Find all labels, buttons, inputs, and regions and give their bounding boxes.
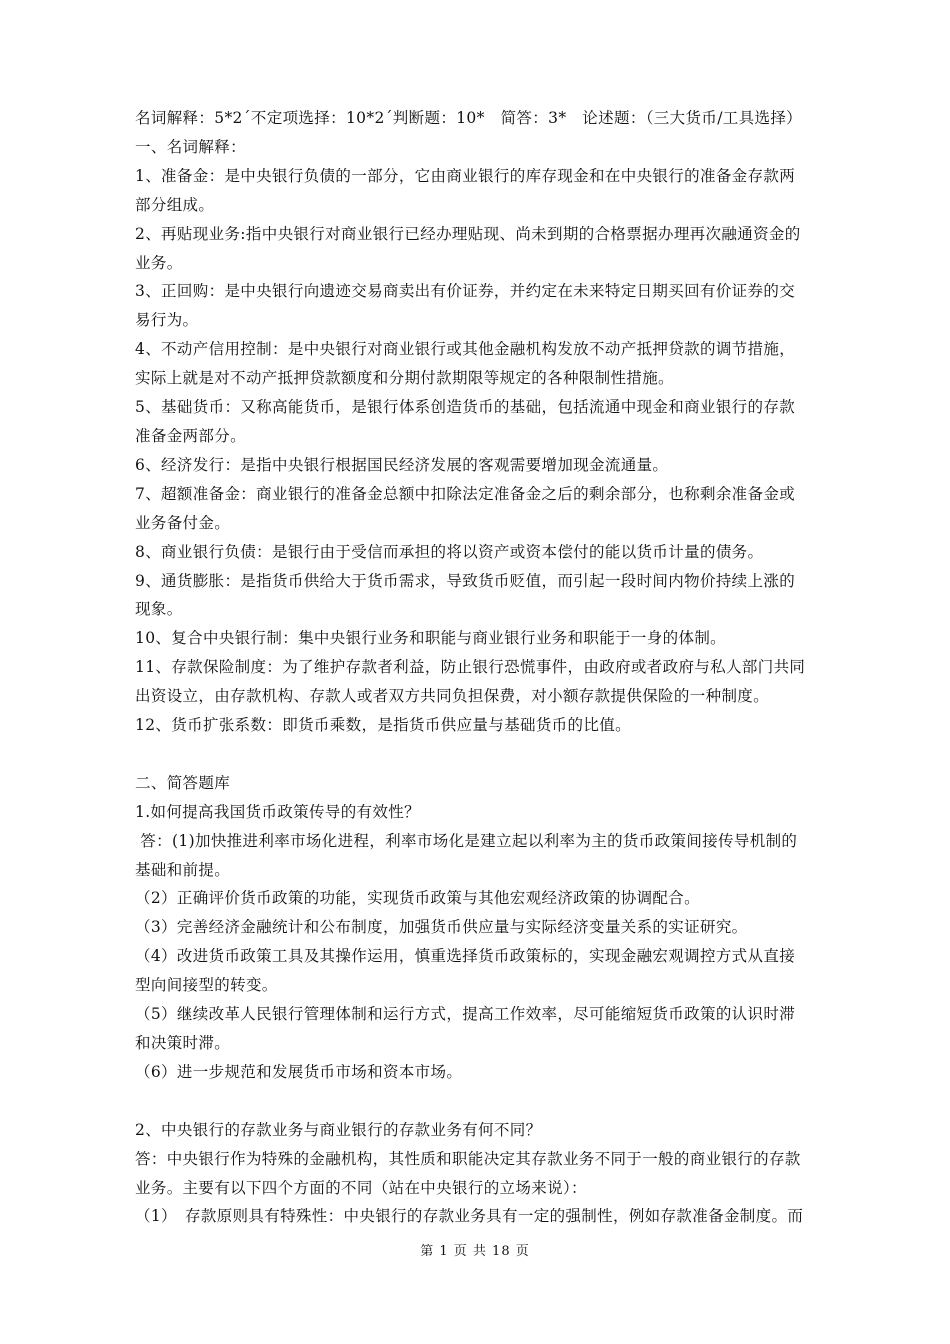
- text-line: 业务备付金。: [135, 513, 231, 532]
- text-line: 11、存款保险制度：为了维护存款者利益，防止银行恐慌事件，由政府或者政府与私人部门共同: [135, 658, 806, 677]
- question2-answer: [135, 1145, 843, 1232]
- text-line: 9、通货膨胀：是指货币供给大于货币需求，导致货币贬值，而引起一段时间内物价持续上涨的: [135, 571, 796, 590]
- question2-title: 2、中央银行的存款业务与商业银行的存款业务有何不同？: [135, 1120, 542, 1139]
- document-body: [135, 104, 843, 1231]
- question1-answer: [135, 827, 843, 1087]
- text-line: 型向间接型的转变。: [135, 976, 278, 995]
- spacer: [135, 1087, 843, 1116]
- text-line: （1） 存款原则具有特殊性：中央银行的存款业务具有一定的强制性，例如存款准备金制度。而: [135, 1207, 804, 1226]
- page-footer: 第 1 页 共 18 页: [420, 1244, 530, 1259]
- text-line: 出资设立，由存款机构、存款人或者双方共同负担保费，对小额存款提供保险的一种制度。: [135, 687, 770, 706]
- spacer: [135, 740, 843, 769]
- text-line: 实际上就是对不动产抵押贷款额度和分期付款期限等规定的各种限制性措施。: [135, 369, 674, 388]
- text-line: （2）正确评价货币政策的功能，实现货币政策与其他宏观经济政策的协调配合。: [135, 889, 700, 908]
- text-line: 7、超额准备金：商业银行的准备金总额中扣除法定准备金之后的剩余部分，也称剩余准备金或: [135, 484, 796, 503]
- text-line: 和决策时滞。: [135, 1033, 231, 1052]
- text-line: 6、经济发行：是指中央银行根据国民经济发展的客观需要增加现金流通量。: [135, 455, 669, 474]
- text-line: 5、基础货币：又称高能货币，是银行体系创造货币的基础，包括流通中现金和商业银行的存款: [135, 398, 796, 417]
- text-line: 准备金两部分。: [135, 426, 246, 445]
- section1-definitions: [135, 162, 843, 740]
- text-line: 业务。: [135, 253, 183, 272]
- text-line: 3、正回购：是中央银行向遗迹交易商卖出有价证券，并约定在未来特定日期买回有价证券的交: [135, 282, 796, 301]
- text-line: （5）继续改革人民银行管理体制和运行方式，提高工作效率，尽可能缩短货币政策的认识时滞: [135, 1005, 796, 1024]
- text-line: 答：(1)加快推进利率市场化进程，利率市场化是建立起以利率为主的货币政策间接传导机制的: [135, 831, 798, 850]
- text-line: 答：中央银行作为特殊的金融机构，其性质和职能决定其存款业务不同于一般的商业银行的存款: [135, 1149, 801, 1168]
- text-line: 1、准备金：是中央银行负债的一部分，它由商业银行的库存现金和在中央银行的准备金存款两: [135, 166, 796, 185]
- text-line: 10、复合中央银行制：集中央银行业务和职能与商业银行业务和职能于一身的体制。: [135, 629, 727, 648]
- text-line: 现象。: [135, 600, 183, 619]
- text-line: 2、再贴现业务:指中央银行对商业银行已经办理贴现、尚未到期的合格票据办理再次融通资金的: [135, 224, 801, 243]
- section2-title: 二、简答题库: [135, 773, 231, 792]
- text-line: 8、商业银行负债：是银行由于受信而承担的将以资产或资本偿付的能以货币计量的债务。: [135, 542, 764, 561]
- text-line: 易行为。: [135, 311, 199, 330]
- text-line: 12、货币扩张系数：即货币乘数，是指货币供应量与基础货币的比值。: [135, 716, 631, 735]
- text-line: 部分组成。: [135, 195, 215, 214]
- text-line: （3）完善经济金融统计和公布制度，加强货币供应量与实际经济变量关系的实证研究。: [135, 918, 748, 937]
- question1-title: 1.如何提高我国货币政策传导的有效性？: [135, 802, 420, 821]
- text-line: 基础和前提。: [135, 860, 231, 879]
- text-line: （4）改进货币政策工具及其操作运用，慎重选择货币政策标的，实现金融宏观调控方式从直接: [135, 947, 796, 966]
- exam-format-line: 名词解释：5*2´不定项选择：10*2´判断题：10* 简答：3* 论述题：（三大货币/工具选择）: [135, 109, 803, 127]
- text-line: （6）进一步规范和发展货币市场和资本市场。: [135, 1062, 463, 1081]
- text-line: 4、不动产信用控制：是中央银行对商业银行或其他金融机构发放不动产抵押贷款的调节措施，: [135, 340, 796, 359]
- section1-title: 一、名词解释：: [135, 137, 246, 156]
- text-line: 业务。主要有以下四个方面的不同（站在中央银行的立场来说）：: [135, 1178, 587, 1197]
